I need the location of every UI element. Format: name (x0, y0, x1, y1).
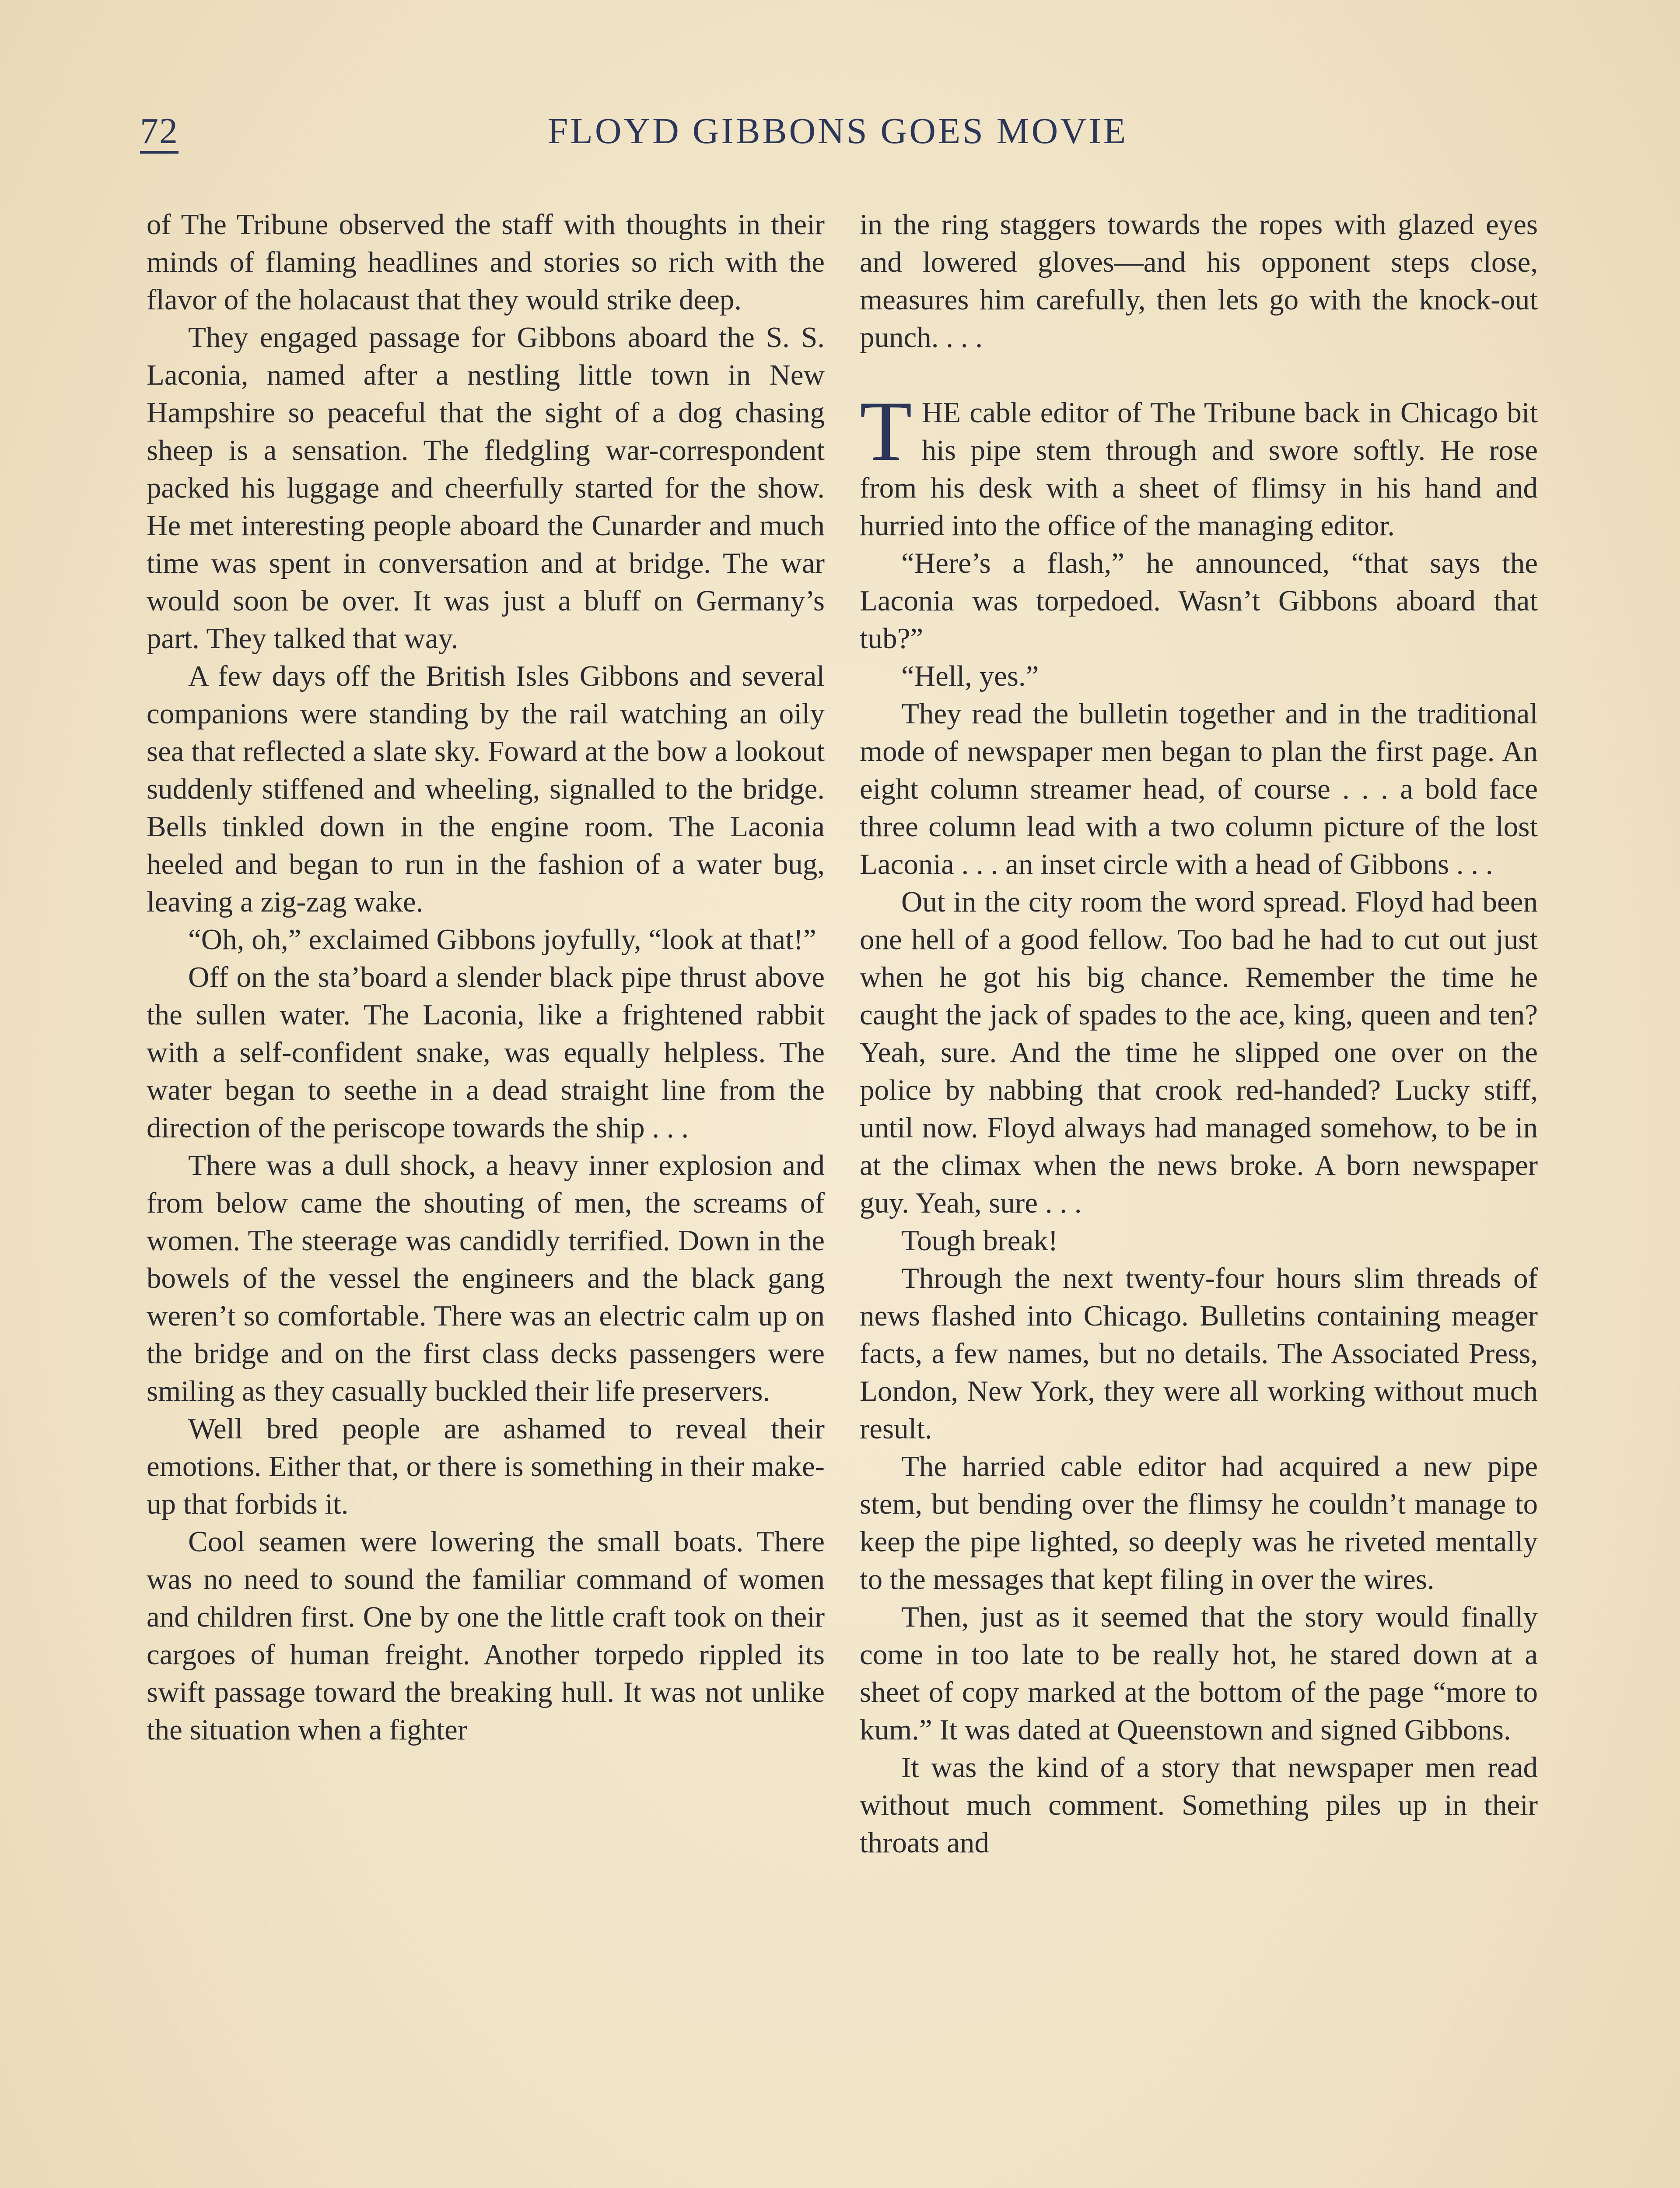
page-number: 72 (140, 112, 178, 154)
paragraph: They engaged passage for Gibbons aboard the S. S. Laconia, named after a nestling little town in New Hampshire so peaceful that the sight of a dog chasing sheep is a sensation. The fledgling war-correspondent packed his luggage and cheerfully started for the show. He met interesting people aboard the Cunarder and much time was spent in conversation and at bridge. The war would soon be over. It was just a bluff on Germany’s part. They talked that way. (147, 321, 825, 655)
drop-cap: T (860, 384, 912, 479)
paragraph: Tough break! (901, 1224, 1058, 1257)
paragraph: The harried cable editor had acquired a new pipe stem, but bending over the flimsy he couldn’t manage to keep the pipe lighted, so deeply was he riveted mentally to the messages that kept filing in over the wires. (860, 1450, 1538, 1595)
paragraph: Out in the city room the word spread. Floyd had been one hell of a good fellow. Too bad he had to cut out just when he got his big chance. Remember the time he caught the jack of spades to the ace, king, queen and ten? Yeah, sure. And the time he slipped one over on the police by nabbing that crook red-handed? Lucky stiff, until now. Floyd always had managed somehow, to be in at the climax when the news broke. A born newspaper guy. Yeah, sure . . . (860, 886, 1538, 1219)
running-head (140, 112, 1536, 160)
section-opening-paragraph (860, 384, 1538, 544)
paragraph: “Here’s a flash,” he announced, “that says the Laconia was torpedoed. Wasn’t Gibbons aboard that tub?” (860, 547, 1538, 655)
left-column (147, 206, 825, 1749)
paragraph: Cool seamen were lowering the small boats. There was no need to sound the familiar command of women and children first. One by one the little craft took on their cargoes of human freight. Another torpedo rippled its swift passage toward the breaking hull. It was not unlike the situation when a fighter (147, 1525, 825, 1746)
paragraph-text: HE cable editor of The Tribune back in Chicago bit his pipe stem through and swore softly. He rose from his desk with a sheet of flimsy in his hand and hurried into the office of the managing editor. (860, 396, 1538, 542)
paragraph: Off on the sta’board a slender black pipe thrust above the sullen water. The Laconia, like a frightened rabbit with a self-confident snake, was equally helpless. The water began to seethe in a dead straight line from the direction of the periscope towards the ship . . . (147, 961, 825, 1144)
page-title: FLOYD GIBBONS GOES MOVIE (547, 111, 1128, 151)
paragraph: “Oh, oh,” exclaimed Gibbons joyfully, “look at that!” (188, 923, 816, 956)
paragraph: It was the kind of a story that newspaper men read without much comment. Something piles up in their throats and (860, 1751, 1538, 1859)
paragraph: A few days off the British Isles Gibbons and several companions were standing by the rail watching an oily sea that reflected a slate sky. Foward at the bow a lookout suddenly stiffened and wheeling, signalled to the bridge. Bells tinkled down in the engine room. The Laconia heeled and began to run in the fashion of a water bug, leaving a zig-zag wake. (147, 660, 825, 918)
paragraph: They read the bulletin together and in the traditional mode of newspaper men began to plan the first page. An eight column streamer head, of course . . . a bold face three column lead with a two column picture of the lost Laconia . . . an inset circle with a head of Gibbons . . . (860, 698, 1538, 880)
paragraph: in the ring staggers towards the ropes with glazed eyes and lowered gloves—and his opponent steps close, measures him carefully, then lets go with the knock-out punch. . . . (860, 208, 1538, 354)
right-column (860, 206, 1538, 1862)
paragraph: Then, just as it seemed that the story would finally come in too late to be really hot, he stared down at a sheet of copy marked at the bottom of the page “more to kum.” It was dated at Queenstown and signed Gibbons. (860, 1601, 1538, 1746)
paragraph: Well bred people are ashamed to reveal their emotions. Either that, or there is something in their make-up that forbids it. (147, 1413, 825, 1520)
paragraph: There was a dull shock, a heavy inner explosion and from below came the shouting of men, the screams of women. The steerage was candidly terrified. Down in the bowels of the vessel the engineers and the black gang weren’t so comfortable. There was an electric calm up on the bridge and on the first class decks passengers were smiling as they casually buckled their life preservers. (147, 1149, 825, 1407)
paragraph: of The Tribune observed the staff with thoughts in their minds of flaming headlines and stories so rich with the flavor of the holacaust that they would strike deep. (147, 208, 825, 316)
paragraph: “Hell, yes.” (901, 660, 1039, 692)
paragraph: Through the next twenty-four hours slim threads of news flashed into Chicago. Bulletins containing meager facts, a few names, but no details. The Associated Press, London, New York, they were all working without much result. (860, 1262, 1538, 1445)
